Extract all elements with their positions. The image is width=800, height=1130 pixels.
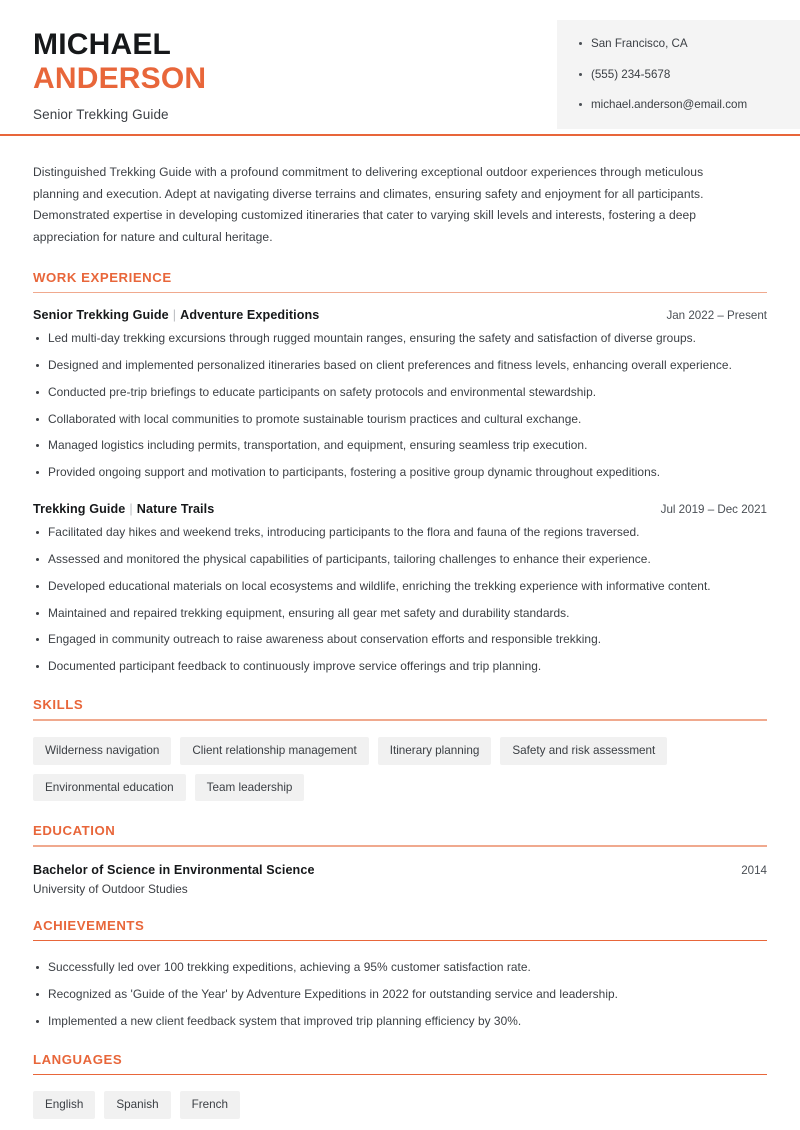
- section-languages: [33, 1052, 767, 1119]
- job-bullet: Developed educational materials on local ecosystems and wildlife, enriching the trekking experience with informative content.: [33, 578, 767, 595]
- job-bullet: Conducted pre-trip briefings to educate participants on safety protocols and environmental stewardship.: [33, 384, 767, 401]
- achievements-list: [33, 959, 767, 1030]
- skill-tag: Team leadership: [195, 774, 305, 802]
- achievement-item: Recognized as 'Guide of the Year' by Adventure Expeditions in 2022 for outstanding service and leadership.: [33, 986, 767, 1003]
- contact-panel: [557, 20, 800, 129]
- section-title-languages: LANGUAGES: [33, 1051, 123, 1067]
- skill-tag: Safety and risk assessment: [500, 737, 667, 765]
- section-rule-education: [33, 845, 767, 846]
- section-title-education: EDUCATION: [33, 823, 116, 839]
- job-bullet: Documented participant feedback to continuously improve service offerings and trip planning.: [33, 658, 767, 675]
- contact-phone[interactable]: (555) 234-5678: [579, 67, 800, 83]
- job-bullet-list: [33, 524, 767, 675]
- section-title-work-experience: WORK EXPERIENCE: [33, 270, 172, 286]
- identity-block: [0, 20, 206, 122]
- job-bullet: Collaborated with local communities to promote sustainable tourism practices and cultural exchange.: [33, 411, 767, 428]
- job-entry: [33, 502, 767, 675]
- education-entry: [33, 863, 767, 896]
- education-school: University of Outdoor Studies: [33, 881, 188, 896]
- section-rule-skills: [33, 719, 767, 720]
- job-bullet: Designed and implemented personalized itineraries based on client preferences and fitness levels, enhancing overall experience.: [33, 357, 767, 374]
- professional-summary: Distinguished Trekking Guide with a profound commitment to delivering exceptional outdoor experiences through meticulous planning and execution. Adept at navigating diverse terrains and climates, ensuring safety and enjoyment for all participants. Demonstrated expertise in developing customized itineraries that cater to varying skill levels and interests, fostering a deep appreciation for nature and cultural heritage.: [33, 165, 704, 244]
- education-year: 2014: [741, 863, 767, 877]
- contact-location: San Francisco, CA: [579, 36, 800, 52]
- job-role: Senior Trekking Guide: [33, 308, 169, 323]
- resume-content: [0, 162, 800, 1119]
- skill-tag: Itinerary planning: [378, 737, 492, 765]
- job-bullet: Assessed and monitored the physical capabilities of participants, tailoring challenges to enhance their experience.: [33, 551, 767, 568]
- job-bullet: Provided ongoing support and motivation to participants, fostering a positive group dynamic throughout expeditions.: [33, 464, 767, 481]
- achievement-item: Successfully led over 100 trekking expeditions, achieving a 95% customer satisfaction rate.: [33, 959, 767, 976]
- language-tag: French: [180, 1091, 240, 1119]
- section-rule-achievements: [33, 940, 767, 941]
- job-header: [33, 502, 767, 516]
- skill-tag: Client relationship management: [180, 737, 368, 765]
- section-title-achievements: ACHIEVEMENTS: [33, 917, 145, 933]
- job-company: Nature Trails: [136, 502, 215, 517]
- skills-tag-list: [33, 737, 767, 801]
- job-separator: |: [172, 308, 177, 323]
- job-bullet: Managed logistics including permits, transportation, and equipment, ensuring seamless trip execution.: [33, 437, 767, 454]
- contact-email[interactable]: michael.anderson@email.com: [579, 97, 800, 113]
- job-role-company: [33, 308, 319, 322]
- job-bullet: Engaged in community outreach to raise awareness about conservation efforts and responsible trekking.: [33, 631, 767, 648]
- section-title-skills: SKILLS: [33, 697, 84, 713]
- last-name: ANDERSON: [33, 61, 207, 95]
- job-company: Adventure Expeditions: [180, 308, 320, 323]
- section-rule-languages: [33, 1074, 767, 1075]
- job-separator: |: [129, 502, 133, 517]
- job-bullet: Led multi-day trekking excursions through rugged mountain ranges, ensuring the safety and satisfaction of diverse groups.: [33, 330, 767, 347]
- job-entry: [33, 308, 767, 481]
- section-rule-work-experience: [33, 292, 767, 293]
- section-skills: [33, 697, 767, 801]
- first-name: MICHAEL: [33, 28, 172, 61]
- headline-job-title: Senior Trekking Guide: [33, 106, 169, 122]
- education-header: [33, 863, 767, 877]
- job-bullet: Maintained and repaired trekking equipment, ensuring all gear met safety and durability standards.: [33, 605, 767, 622]
- job-role: Trekking Guide: [33, 502, 126, 517]
- languages-tag-list: [33, 1091, 767, 1119]
- contact-list: [579, 36, 800, 113]
- skill-tag: Wilderness navigation: [33, 737, 171, 765]
- language-tag: English: [33, 1091, 95, 1119]
- education-degree: Bachelor of Science in Environmental Science: [33, 862, 315, 877]
- job-dates: Jan 2022 – Present: [666, 309, 767, 323]
- job-dates: Jul 2019 – Dec 2021: [660, 503, 767, 517]
- skill-tag: Environmental education: [33, 774, 186, 802]
- section-education: [33, 823, 767, 895]
- header-divider: [0, 134, 800, 136]
- achievement-item: Implemented a new client feedback system that improved trip planning efficiency by 30%.: [33, 1013, 767, 1030]
- job-bullet: Facilitated day hikes and weekend treks, introducing participants to the flora and fauna of the regions traversed.: [33, 524, 767, 541]
- section-achievements: [33, 918, 767, 1030]
- section-work-experience: [33, 270, 767, 675]
- job-bullet-list: [33, 330, 767, 481]
- job-header: [33, 308, 767, 322]
- job-role-company: [33, 502, 214, 516]
- resume-header: [0, 0, 800, 136]
- language-tag: Spanish: [104, 1091, 170, 1119]
